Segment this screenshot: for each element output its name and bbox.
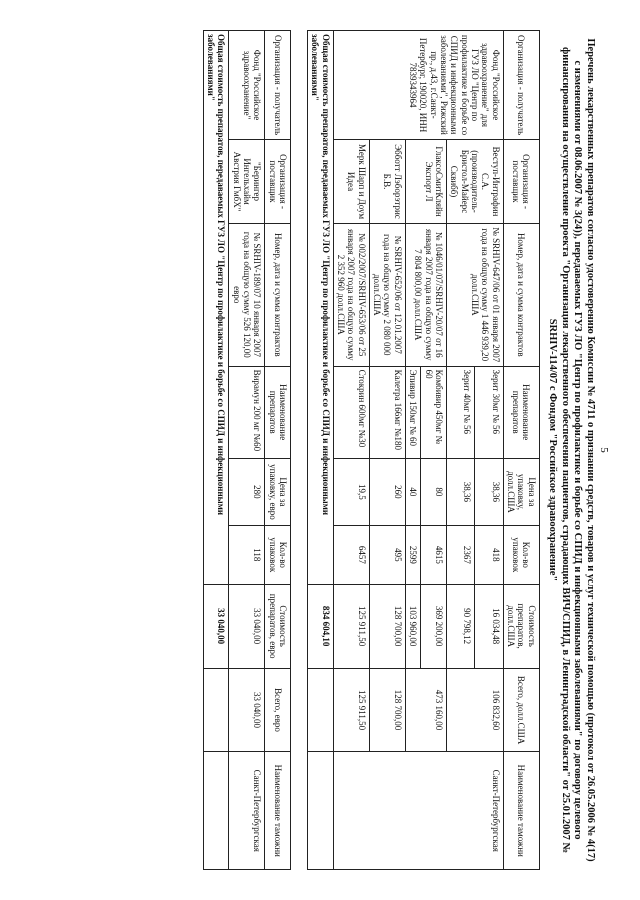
cost-cell: 369 200,00 (421, 584, 447, 668)
contract-cell: № SRHIV-652/06 от 12.01.2007 года на общую сумму 2 080 000 долл.США (369, 223, 405, 366)
cost-cell: 16 034,48 (475, 584, 503, 668)
customs-cell: Санкт-Петербургская (229, 752, 265, 870)
customs-cell: Санкт-Петербургская (333, 752, 503, 870)
supplier-cell: "Берингер Ингельхайм Австрия ГмбХ" (229, 140, 265, 224)
table-header-row (503, 31, 539, 870)
table-usd (307, 30, 540, 870)
quantity-cell: 118 (229, 525, 265, 584)
header-drug-name: Наименование препаратов (265, 366, 291, 458)
supplier-cell: Эбботт Лэборэтрис Б.В. (369, 140, 405, 224)
table-header-row (265, 31, 291, 870)
cost-cell: 125 911,50 (333, 584, 369, 668)
total-cell: 33 040,00 (229, 668, 265, 752)
rotated-document (30, 30, 610, 870)
summary-total: 834 604,10 (308, 584, 334, 668)
document-title: Перечень лекарственных препаратов согласно удостоверению Комиссии № 4711 о признании средств, товаров и услуг технической помощью (протокол от 26.05.2006 № 4(17) с изменениями от 08.06.2007 № 3(24)), передаваемых ГУЗ ЛО "Центр по профилактике и борьбе со СПИД и инфекционными заболеваниями" по договору целевого финансирования на осуществление проекта "Организация лекарственного обеспечения пациентов, страдающих ВИЧ/СПИД, в Ленинградской области" от 25.01.2007 № SRHIV-114/07 с Фондом "Российское здравоохранение" (547, 38, 596, 862)
recipient-cell: Фонд "Российское здравоохранение" (229, 31, 265, 140)
quantity-cell: 2367 (446, 525, 474, 584)
supplier-cell: Мерк Шарп и Доум Идеа (333, 140, 369, 224)
summary-empty-cell (308, 752, 334, 870)
quantity-cell: 2599 (405, 525, 420, 584)
contract-cell: № SRHIV-647/06 от 01 января 2007 года на общую сумму 1 446 939,20 долл.США (446, 223, 503, 366)
quantity-cell: 4615 (421, 525, 447, 584)
price-cell: 19,5 (333, 458, 369, 525)
quantity-cell: 6457 (333, 525, 369, 584)
contract-cell: № 1046/01/07/SRHIV-20/07 от 16 января 2007 года на общую сумму 7 804 800,00 долл.США (405, 223, 446, 366)
summary-empty-cell (203, 752, 229, 870)
quantity-cell: 418 (475, 525, 503, 584)
header-drug-name: Наименование препаратов (503, 366, 539, 458)
drug-name-cell: Эпивир 150мг № 60 (405, 366, 420, 458)
drug-name-cell: Зерит 30мг № 56 (475, 366, 503, 458)
price-cell: 38,36 (446, 458, 474, 525)
table-row (333, 31, 369, 870)
summary-row (308, 31, 334, 870)
cost-cell: 103 960,00 (405, 584, 420, 668)
header-quantity: Кол-во упаковок (503, 525, 539, 584)
drug-name-cell: Зерит 40мг № 56 (446, 366, 474, 458)
summary-empty-cell (203, 668, 229, 752)
drug-name-cell: Комбивир 450мг № 60 (421, 366, 447, 458)
total-cell: 128 700,00 (369, 668, 405, 752)
header-cost: Стоимость препаратов, долл.США (503, 584, 539, 668)
drug-name-cell: Калетра 166мг №180 (369, 366, 405, 458)
page-number: 5 (598, 447, 610, 453)
price-cell: 80 (421, 458, 447, 525)
table-row (421, 31, 447, 870)
header-cost: Стоимость препаратов, евро (265, 584, 291, 668)
total-cell: 473 160,00 (405, 668, 446, 752)
total-cell: 106 832,60 (446, 668, 503, 752)
header-total: Всего, евро (265, 668, 291, 752)
supplier-cell: Веступ-Интрафин С.А.(производитель-Бристол-Майерс Сквибб) (446, 140, 503, 224)
total-cell: 125 911,50 (333, 668, 369, 752)
cost-cell: 90 798,12 (446, 584, 474, 668)
summary-total: 33 040,00 (203, 584, 229, 668)
price-cell: 38,36 (475, 458, 503, 525)
table-row (369, 31, 405, 870)
header-contract: Номер, дата и сумма контрактов (503, 223, 539, 366)
price-cell: 260 (369, 458, 405, 525)
header-recipient: Организация - получатель (265, 31, 291, 140)
header-customs: Наименование таможни (503, 752, 539, 870)
cost-cell: 33 040,00 (229, 584, 265, 668)
recipient-cell: Фонд "Российское здравоохранение" для ГУЗ ЛО "Центр по профилактике и борьбе со СПИД и инфекционными заболеваниями", Рижский пр., д.43, г.Санкт-Петербург, 190020, ИНН 7839343964 (333, 31, 503, 140)
summary-label: Общая стоимость препаратов, передаваемых ГУЗ ЛО "Центр по профилактике и борьбе со СПИД и инфекционными заболеваниями" (203, 31, 229, 585)
header-quantity: Кол-во упаковок (265, 525, 291, 584)
header-supplier: Организация - поставщик (503, 140, 539, 224)
header-customs: Наименование таможни (265, 752, 291, 870)
summary-row (203, 31, 229, 870)
cost-cell: 128 700,00 (369, 584, 405, 668)
drug-name-cell: Вирамун 200 мг №60 (229, 366, 265, 458)
price-cell: 280 (229, 458, 265, 525)
supplier-cell: ГлаксоСмитКляйн Экспорт Л (405, 140, 446, 224)
drug-name-cell: Стокрин 600мг №30 (333, 366, 369, 458)
header-recipient: Организация - получатель (503, 31, 539, 140)
summary-label: Общая стоимость препаратов, передаваемых ГУЗ ЛО "Центр по профилактике и борьбе со СПИД и инфекционными заболеваниями" (308, 31, 334, 585)
header-contract: Номер, дата и сумма контрактов (265, 223, 291, 366)
quantity-cell: 495 (369, 525, 405, 584)
header-price: Цена за упаковку, долл.США (503, 458, 539, 525)
contract-cell: № 002/2007/SRHIV-653/06 от 25 января 2007 года на общую сумму 2 352 960 долл.США (333, 223, 369, 366)
header-total: Всего, долл.США (503, 668, 539, 752)
table-eur (203, 30, 291, 870)
table-row (475, 31, 503, 870)
header-supplier: Организация - поставщик (265, 140, 291, 224)
contract-cell: № SRHIV-189/07 10 января 2007 года на общую сумму 526 120,00 евро (229, 223, 265, 366)
summary-empty-cell (308, 668, 334, 752)
header-price: Цена за упаковку, евро (265, 458, 291, 525)
table-row (229, 31, 265, 870)
price-cell: 40 (405, 458, 420, 525)
